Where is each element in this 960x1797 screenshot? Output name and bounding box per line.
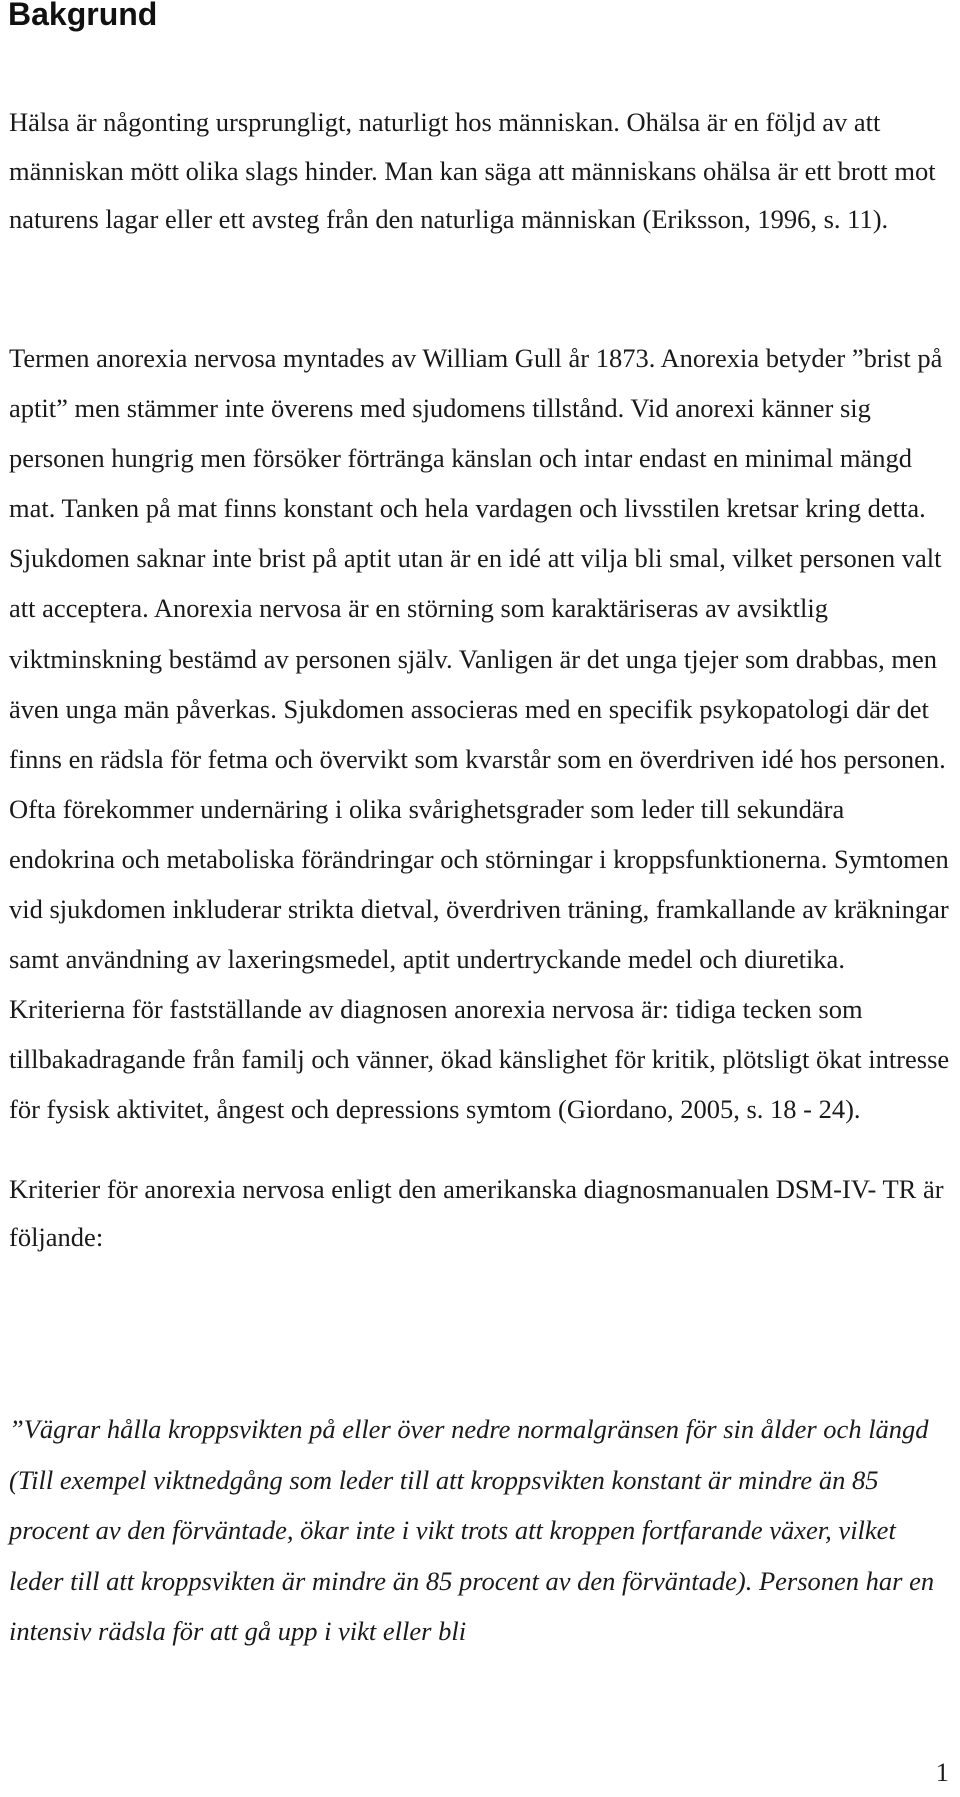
paragraph-health: Hälsa är någonting ursprungligt, naturligt hos människan. Ohälsa är en följd av att människan mött olika slags hinder. Man kan säga att människans ohälsa är ett brott mot naturens lagar eller ett avsteg från den naturliga människan (Eriksson, 1996, s. 11). [9,107,936,235]
paragraph-anorexia-description: Termen anorexia nervosa myntades av William Gull år 1873. Anorexia betyder ”brist på aptit” men stämmer inte överens med sjudomens tillstånd. Vid anorexi känner sig personen hungrig men försöker förtränga känslan och intar endast en minimal mängd mat. Tanken på mat finns konstant och hela vardagen och livsstilen kretsar kring detta. Sjukdomen saknar inte brist på aptit utan är en idé att vilja bli smal, vilket personen valt att acceptera. Anorexia nervosa är en störning som karaktäriseras av avsiktlig viktminskning bestämd av personen själv. Vanligen är det unga tjejer som drabbas, men även unga män påverkas. Sjukdomen associeras med en specifik psykopatologi där det finns en rädsla för fetma och övervikt som kvarstår som en överdriven idé hos personen. Ofta förekommer undernäring i olika svårighetsgrader som leder till sekundära endokrina och metaboliska förändringar och störningar i kroppsfunktionerna. Symtomen vid sjukdomen inkluderar strikta dietval, överdriven träning, framkallande av kräkningar samt användning av laxeringsmedel, aptit undertryckande medel och diuretika. Kriterierna för fastställande av diagnosen anorexia nervosa är: tidiga tecken som tillbakadragande från familj och vänner, ökad känslighet för kritik, plötsligt ökat intresse för fysisk aktivitet, ångest och depressions symtom (Giordano, 2005, s. 18 - 24). [9,343,950,1125]
paragraph-dsm-quote: ”Vägrar hålla kroppsvikten på eller över nedre normalgränsen för sin ålder och längd (Till exempel viktnedgång som leder till att kroppsvikten konstant är mindre än 85 procent av den förväntade, ökar inte i vikt trots att kroppen fortfarande växer, vilket leder till att kroppsvikten är mindre än 85 procent av den förväntade). Personen har en intensiv rädsla för att gå upp i vikt eller bli [9,1414,935,1646]
section-heading: Bakgrund [8,0,158,32]
paragraph-dsm-criteria-intro: Kriterier för anorexia nervosa enligt den amerikanska diagnosmanualen DSM-IV- TR är följande: [9,1174,944,1252]
page-number: 1 [935,1757,949,1787]
